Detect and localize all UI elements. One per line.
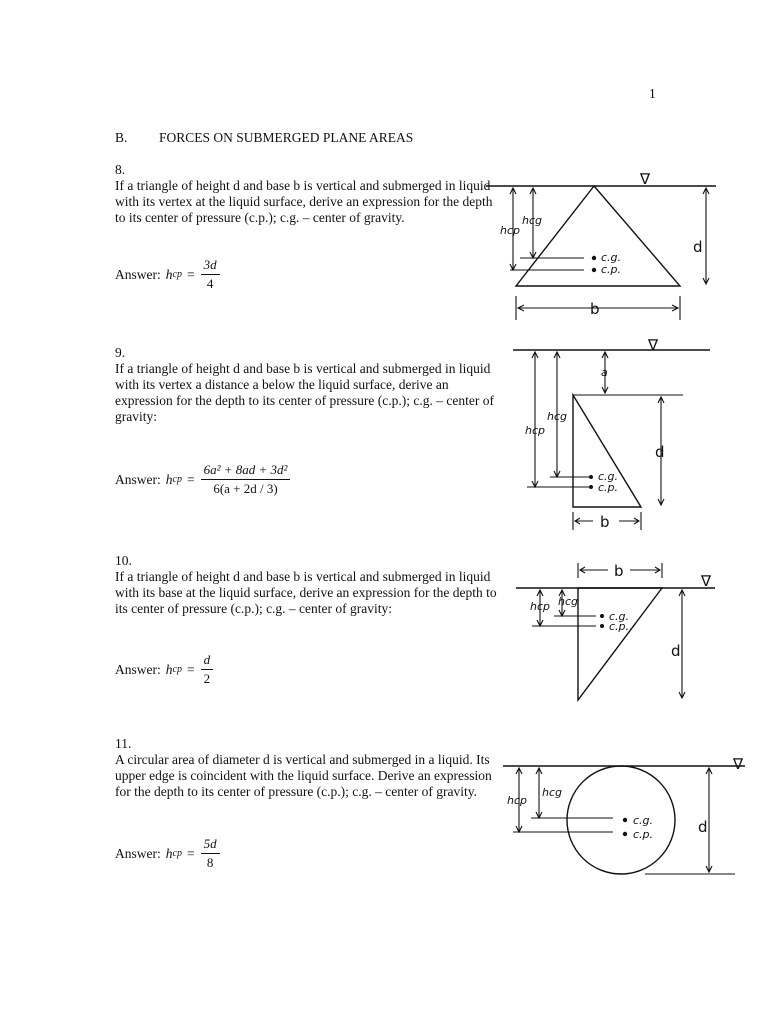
answer-subscript: cp	[172, 268, 182, 280]
fraction-numerator: 6a² + 8ad + 3d²	[203, 462, 288, 477]
problem-10-text: If a triangle of height d and base b is vertical and submerged in liquid with its base at the liquid surface, derive an expression for the depth to its center of pressure (c.p.); c.g. – center of gravity:	[115, 569, 497, 616]
problem-8-number: 8.	[115, 162, 126, 177]
fraction-numerator: 3d	[203, 257, 217, 272]
a-label: a	[601, 366, 608, 379]
fraction-numerator: 5d	[203, 836, 217, 851]
figure-triangle-vertex-below-surface	[505, 336, 720, 540]
fraction-bar	[201, 853, 220, 854]
answer-subscript: cp	[172, 473, 182, 485]
problem-10-answer	[115, 652, 213, 687]
cp-label: c.p.	[633, 828, 654, 841]
cp-dot	[589, 485, 593, 489]
cg-dot	[592, 256, 596, 260]
surface-symbol: ∇	[640, 170, 651, 188]
fraction-denominator: 8	[206, 855, 214, 870]
equals-sign: =	[186, 266, 195, 282]
problem-8-text: If a triangle of height d and base b is vertical and submerged in liquid with its vertex at the liquid surface, derive an expression for the depth to its center of pressure (c.p.); c.g. – center of gravity.	[115, 178, 493, 225]
fraction-denominator: 2	[203, 671, 211, 686]
answer-variable: h	[165, 471, 173, 487]
problem-11-answer	[115, 836, 220, 871]
answer-label: Answer:	[115, 845, 161, 861]
problem-9-answer	[115, 462, 290, 497]
figure-triangle-base-at-surface	[510, 558, 720, 713]
page-number: 1	[649, 86, 656, 101]
d-label: d	[655, 443, 665, 461]
cp-label: c.p.	[601, 263, 622, 276]
answer-label: Answer:	[115, 661, 161, 677]
cg-dot	[589, 475, 593, 479]
d-label: d	[671, 642, 681, 660]
triangle-shape	[578, 588, 662, 700]
hcg-label: hcg	[522, 214, 543, 227]
answer-fraction	[201, 257, 220, 292]
answer-fraction	[201, 836, 220, 871]
cp-dot	[592, 268, 596, 272]
hcp-label: hcp	[525, 424, 546, 437]
fraction-numerator: d	[203, 652, 211, 667]
answer-variable: h	[165, 266, 173, 282]
problem-11-text: A circular area of diameter d is vertical and submerged in a liquid. Its upper edge is coincident with the liquid surface. Derive an expression for the depth to its center of pressure (c.p.); c.g. – center of gravity.	[115, 752, 492, 799]
cp-label: c.p.	[598, 481, 619, 494]
hcg-label: hcg	[542, 786, 563, 799]
problem-11-number: 11.	[115, 736, 132, 751]
problem-10-number: 10.	[115, 553, 132, 568]
b-label: b	[600, 513, 610, 531]
section-letter: B.	[115, 130, 128, 145]
b-label: b	[614, 562, 624, 580]
cg-label: c.g.	[601, 251, 622, 264]
b-label: b	[590, 300, 600, 318]
fraction-denominator: 6(a + 2d / 3)	[213, 481, 278, 496]
fraction-bar	[201, 479, 291, 480]
answer-fraction	[201, 462, 291, 497]
triangle-shape	[516, 186, 680, 286]
answer-subscript: cp	[172, 847, 182, 859]
hcg-label: hcg	[547, 410, 568, 423]
answer-subscript: cp	[172, 663, 182, 675]
answer-fraction	[201, 652, 214, 687]
equals-sign: =	[186, 845, 195, 861]
cp-label: c.p.	[609, 620, 630, 633]
figure-circle-at-surface	[495, 752, 755, 887]
section-title: FORCES ON SUBMERGED PLANE AREAS	[159, 130, 414, 145]
problem-9-number: 9.	[115, 345, 126, 360]
cg-dot	[600, 614, 604, 618]
hcp-label: hcp	[507, 794, 528, 807]
answer-label: Answer:	[115, 266, 161, 282]
equals-sign: =	[186, 661, 195, 677]
fraction-bar	[201, 274, 220, 275]
surface-symbol: ∇	[701, 572, 712, 590]
fraction-denominator: 4	[206, 276, 214, 291]
answer-label: Answer:	[115, 471, 161, 487]
d-label: d	[693, 238, 703, 256]
answer-variable: h	[165, 661, 173, 677]
cg-label: c.g.	[633, 814, 654, 827]
d-label: d	[698, 818, 708, 836]
hcg-label: hcg	[558, 595, 579, 608]
cg-dot	[623, 818, 627, 822]
cg-label: c.g.	[609, 610, 630, 623]
cg-label: c.g.	[598, 470, 619, 483]
surface-symbol: ∇	[648, 336, 659, 354]
figure-triangle-vertex-at-surface	[480, 168, 720, 328]
fraction-bar	[201, 669, 214, 670]
circle-shape	[567, 766, 675, 874]
problem-8-answer	[115, 257, 220, 292]
section-heading	[115, 130, 413, 146]
surface-symbol: ∇	[733, 755, 744, 773]
hcp-label: hcp	[500, 224, 521, 237]
hcp-label: hcp	[530, 600, 551, 613]
answer-variable: h	[165, 845, 173, 861]
cp-dot	[600, 624, 604, 628]
equals-sign: =	[186, 471, 195, 487]
problem-9-text: If a triangle of height d and base b is vertical and submerged in liquid with its vertex a distance a below the liquid surface, derive an expression for the depth to its center of pressure (c.p.); c.g. – center of gravity:	[115, 361, 494, 424]
cp-dot	[623, 832, 627, 836]
